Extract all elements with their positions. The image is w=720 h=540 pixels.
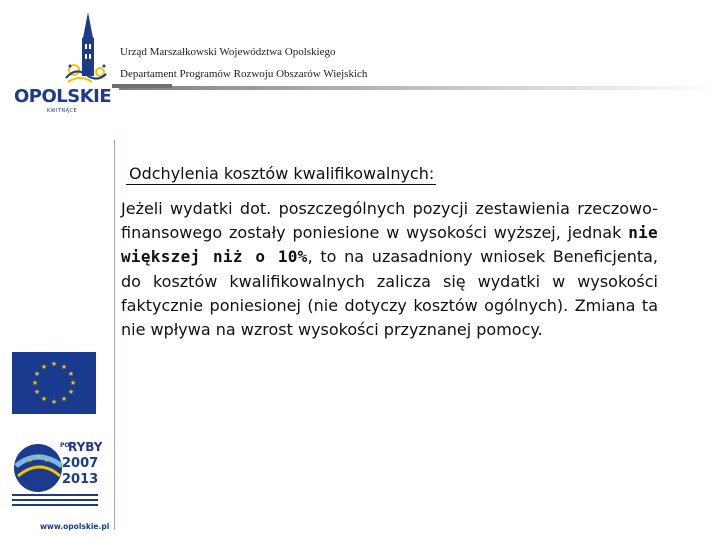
svg-text:★: ★ (69, 379, 77, 387)
svg-text:★: ★ (33, 388, 41, 396)
fish-logo-year-start: 2007 (62, 456, 99, 471)
svg-text:★: ★ (60, 363, 68, 371)
svg-text:★: ★ (31, 379, 39, 387)
svg-text:★: ★ (67, 370, 75, 378)
opolskie-logo (14, 8, 110, 113)
svg-text:★: ★ (50, 360, 58, 368)
logo-tagline: KWITNĄCE (46, 108, 78, 114)
office-name: Urząd Marszałkowski Województwa Opolskiego (120, 46, 336, 58)
eu-flag (12, 352, 96, 414)
website-url[interactable]: www.opolskie.pl (40, 522, 110, 531)
tower-emblem-icon (14, 8, 110, 86)
slide-paragraph (121, 197, 658, 342)
fish-logo-year-end: 2013 (62, 472, 99, 487)
svg-text:★: ★ (36, 454, 41, 460)
paragraph-text-1: Jeżeli wydatki dot. poszczególnych pozycji zestawienia rzeczowo-finansowego zostały poniesione w wysokości wyższej, jednak (121, 199, 658, 243)
eu-stars-icon (12, 352, 96, 414)
svg-text:★: ★ (40, 363, 48, 371)
svg-text:★: ★ (67, 388, 75, 396)
svg-text:★: ★ (60, 395, 68, 403)
svg-text:★: ★ (44, 458, 49, 464)
department-name: Departament Programów Rozwoju Obszarów Wiejskich (120, 68, 368, 80)
po-ryby-logo (10, 438, 103, 510)
fish-logo-word: RYBY (68, 440, 103, 454)
slide-title: Odchylenia kosztów kwalifikowalnych: (126, 164, 436, 185)
header-divider (119, 86, 720, 90)
svg-text:★: ★ (50, 398, 58, 406)
svg-text:★: ★ (40, 395, 48, 403)
svg-text:★: ★ (28, 458, 33, 464)
sidebar-divider (114, 140, 115, 530)
logo-wordmark: OPOLSKIE (14, 86, 112, 107)
header-divider-accent (112, 84, 172, 88)
paragraph-text-2: , to na uzasadniony wniosek Beneficjenta, do kosztów kwalifikowalnych zalicza się wydatki w wysokości faktycznie poniesionej (nie dotyczy kosztów ogólnych). Zmiana ta nie wpływa na wzrost wysokości przyznanej pomocy. (121, 247, 658, 340)
paragraph-emphasis: nie większej niż o 10% (121, 223, 658, 267)
svg-text:★: ★ (33, 370, 41, 378)
fish-logo-prefix: PO (60, 442, 70, 449)
